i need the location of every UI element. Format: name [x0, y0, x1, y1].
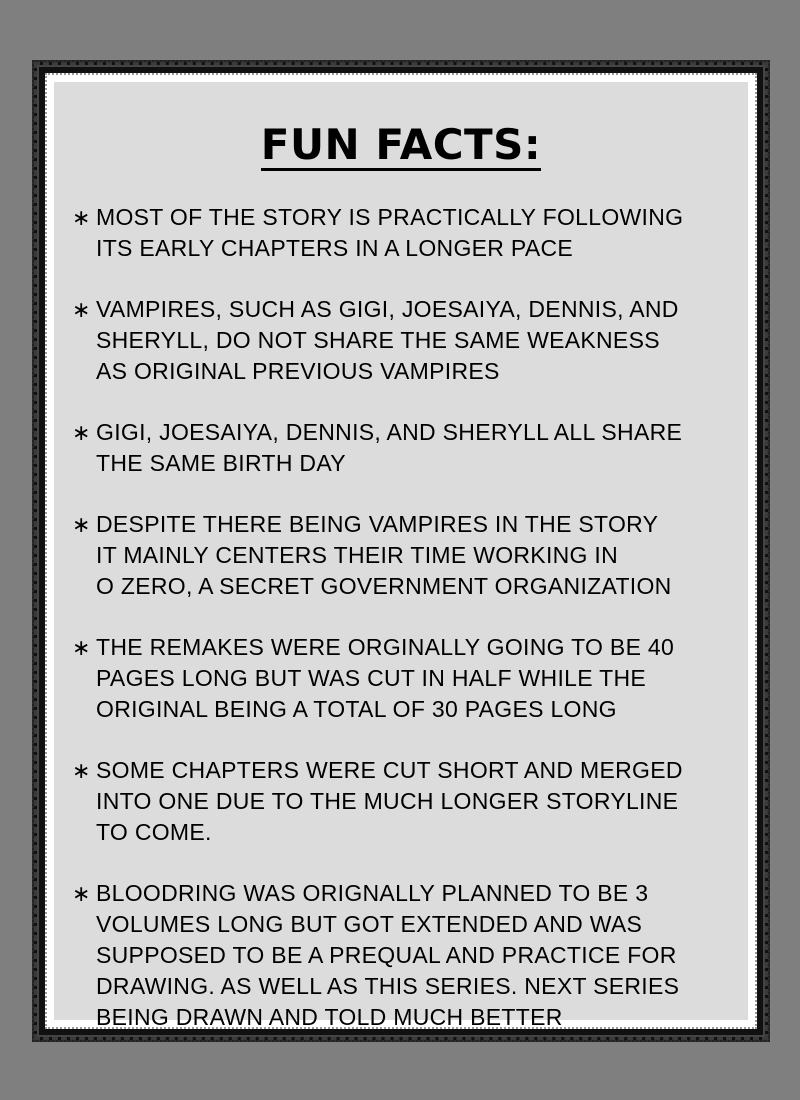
bullet-asterisk-icon: ∗	[72, 297, 91, 322]
bullet-asterisk-icon: ∗	[72, 881, 91, 906]
fact-line: AS ORIGINAL PREVIOUS VAMPIRES	[96, 358, 500, 384]
content-panel	[54, 82, 748, 1030]
bullet-asterisk-icon: ∗	[72, 512, 91, 537]
fact-line: VAMPIRES, SUCH AS GIGI, JOESAIYA, DENNIS, AND	[96, 296, 679, 322]
fact-item	[72, 509, 738, 602]
fact-line: ORIGINAL BEING A TOTAL OF 30 PAGES LONG	[96, 696, 617, 722]
fact-line: DRAWING. AS WELL AS THIS SERIES. NEXT SERIES	[96, 973, 680, 999]
fact-line: ITS EARLY CHAPTERS IN A LONGER PACE	[96, 235, 574, 261]
facts-list	[72, 202, 738, 1063]
fact-item	[72, 202, 738, 264]
fact-line: MOST OF THE STORY IS PRACTICALLY FOLLOWING	[96, 204, 684, 230]
frame-inner-border	[45, 73, 757, 1029]
bullet-asterisk-icon: ∗	[72, 205, 91, 230]
fact-line: BEING DRAWN AND TOLD MUCH BETTER	[96, 1004, 563, 1030]
fact-item	[72, 417, 738, 479]
fact-line: O ZERO, A SECRET GOVERNMENT ORGANIZATION	[96, 573, 672, 599]
fact-line: INTO ONE DUE TO THE MUCH LONGER STORYLINE	[96, 788, 679, 814]
bullet-asterisk-icon: ∗	[72, 635, 91, 660]
bullet-asterisk-icon: ∗	[72, 420, 91, 445]
title-text: FUN FACTS:	[260, 120, 542, 169]
fact-item	[72, 632, 738, 725]
fact-line: THE SAME BIRTH DAY	[96, 450, 346, 476]
bullet-asterisk-icon: ∗	[72, 758, 91, 783]
fact-line: SUPPOSED TO BE A PREQUAL AND PRACTICE FOR	[96, 942, 677, 968]
fact-line: TO COME.	[96, 819, 212, 845]
fact-item	[72, 878, 738, 1033]
fact-line: PAGES LONG BUT WAS CUT IN HALF WHILE THE	[96, 665, 647, 691]
page-title	[54, 120, 748, 171]
fact-line: DESPITE THERE BEING VAMPIRES IN THE STORY	[96, 511, 659, 537]
fact-line: SOME CHAPTERS WERE CUT SHORT AND MERGED	[96, 757, 683, 783]
fact-line: IT MAINLY CENTERS THEIR TIME WORKING IN	[96, 542, 619, 568]
fact-item	[72, 294, 738, 387]
fact-item	[72, 755, 738, 848]
fact-line: THE REMAKES WERE ORGINALLY GOING TO BE 40	[96, 634, 675, 660]
fact-line: VOLUMES LONG BUT GOT EXTENDED AND WAS	[96, 911, 643, 937]
fact-line: BLOODRING WAS ORIGNALLY PLANNED TO BE 3	[96, 880, 649, 906]
fact-line: GIGI, JOESAIYA, DENNIS, AND SHERYLL ALL SHARE	[96, 419, 683, 445]
fact-line: SHERYLL, DO NOT SHARE THE SAME WEAKNESS	[96, 327, 660, 353]
page-frame	[34, 62, 768, 1040]
